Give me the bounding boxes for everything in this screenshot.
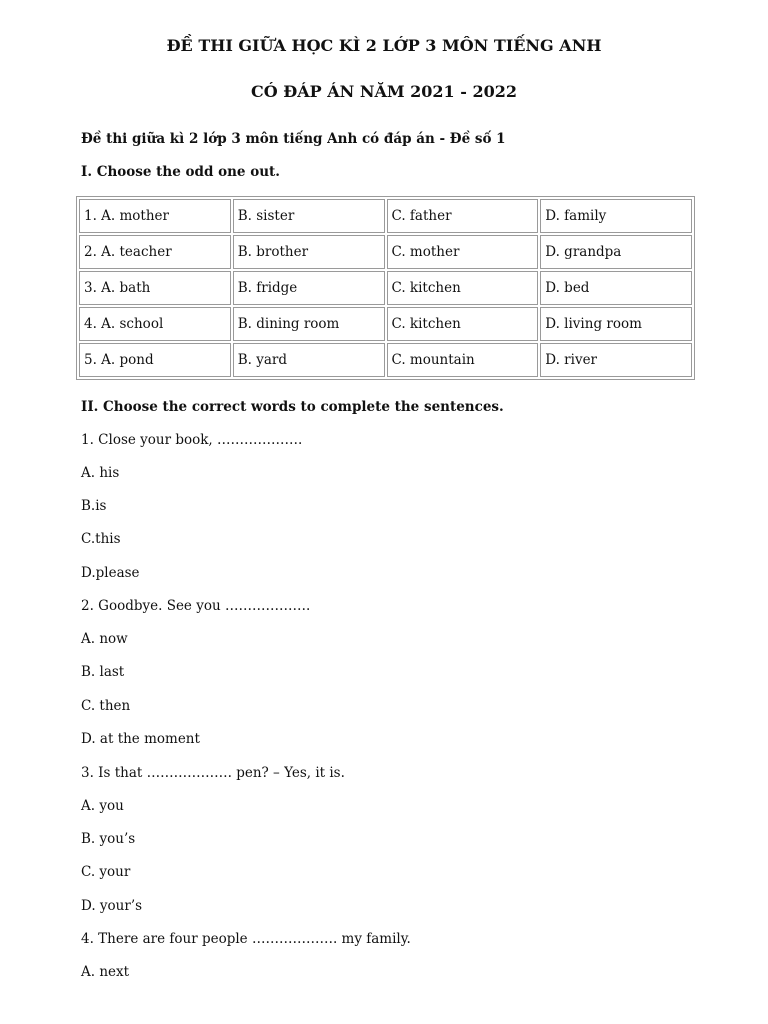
table-cell: D. bed xyxy=(540,271,692,305)
question-1: 1. Close your book, ………………. xyxy=(81,432,303,448)
answer-option: D. your’s xyxy=(81,898,143,914)
question-2: 2. Goodbye. See you ………………. xyxy=(81,598,311,614)
table-row xyxy=(79,199,692,233)
table-cell: B. brother xyxy=(233,235,385,269)
question-3: 3. Is that ………………. pen? – Yes, it is. xyxy=(81,765,345,781)
answer-option: B.is xyxy=(81,498,107,514)
table-cell: C. mother xyxy=(387,235,539,269)
table-cell: D. grandpa xyxy=(540,235,692,269)
table-cell: 4. A. school xyxy=(79,307,231,341)
table-cell: 3. A. bath xyxy=(79,271,231,305)
question-4: 4. There are four people ………………. my family. xyxy=(81,931,411,947)
answer-option: D. at the moment xyxy=(81,731,200,747)
table-cell: D. river xyxy=(540,343,692,377)
table-cell: 5. A. pond xyxy=(79,343,231,377)
answer-option: B. you’s xyxy=(81,831,136,847)
page-title-year: CÓ ĐÁP ÁN NĂM 2021 - 2022 xyxy=(250,82,517,101)
section1-heading: I. Choose the odd one out. xyxy=(81,164,280,180)
answer-option: A. now xyxy=(81,631,128,647)
odd-one-out-table xyxy=(76,196,695,380)
answer-option: A. his xyxy=(81,465,120,481)
table-cell: B. sister xyxy=(233,199,385,233)
table-row xyxy=(79,235,692,269)
table-cell: D. living room xyxy=(540,307,692,341)
exam-subtitle: Đề thi giữa kì 2 lớp 3 môn tiếng Anh có đáp án - Đề số 1 xyxy=(81,131,506,147)
table-cell: D. family xyxy=(540,199,692,233)
table-cell: C. kitchen xyxy=(387,307,539,341)
answer-option: C. then xyxy=(81,698,131,714)
answer-option: C.this xyxy=(81,531,121,547)
table-row xyxy=(79,307,692,341)
section2-heading: II. Choose the correct words to complete the sentences. xyxy=(81,399,504,415)
table-cell: C. mountain xyxy=(387,343,539,377)
table-cell: B. dining room xyxy=(233,307,385,341)
answer-option: A. next xyxy=(81,964,130,980)
table-cell: B. yard xyxy=(233,343,385,377)
table-cell: 2. A. teacher xyxy=(79,235,231,269)
table-cell: C. kitchen xyxy=(387,271,539,305)
table-row xyxy=(79,271,692,305)
table-cell: B. fridge xyxy=(233,271,385,305)
answer-option: C. your xyxy=(81,864,131,880)
answer-option: B. last xyxy=(81,664,125,680)
answer-option: A. you xyxy=(81,798,124,814)
table-cell: 1. A. mother xyxy=(79,199,231,233)
table-cell: C. father xyxy=(387,199,539,233)
answer-option: D.please xyxy=(81,565,140,581)
table-row xyxy=(79,343,692,377)
page-title: ĐỀ THI GIỮA HỌC KÌ 2 LỚP 3 MÔN TIẾNG ANH xyxy=(166,36,602,55)
